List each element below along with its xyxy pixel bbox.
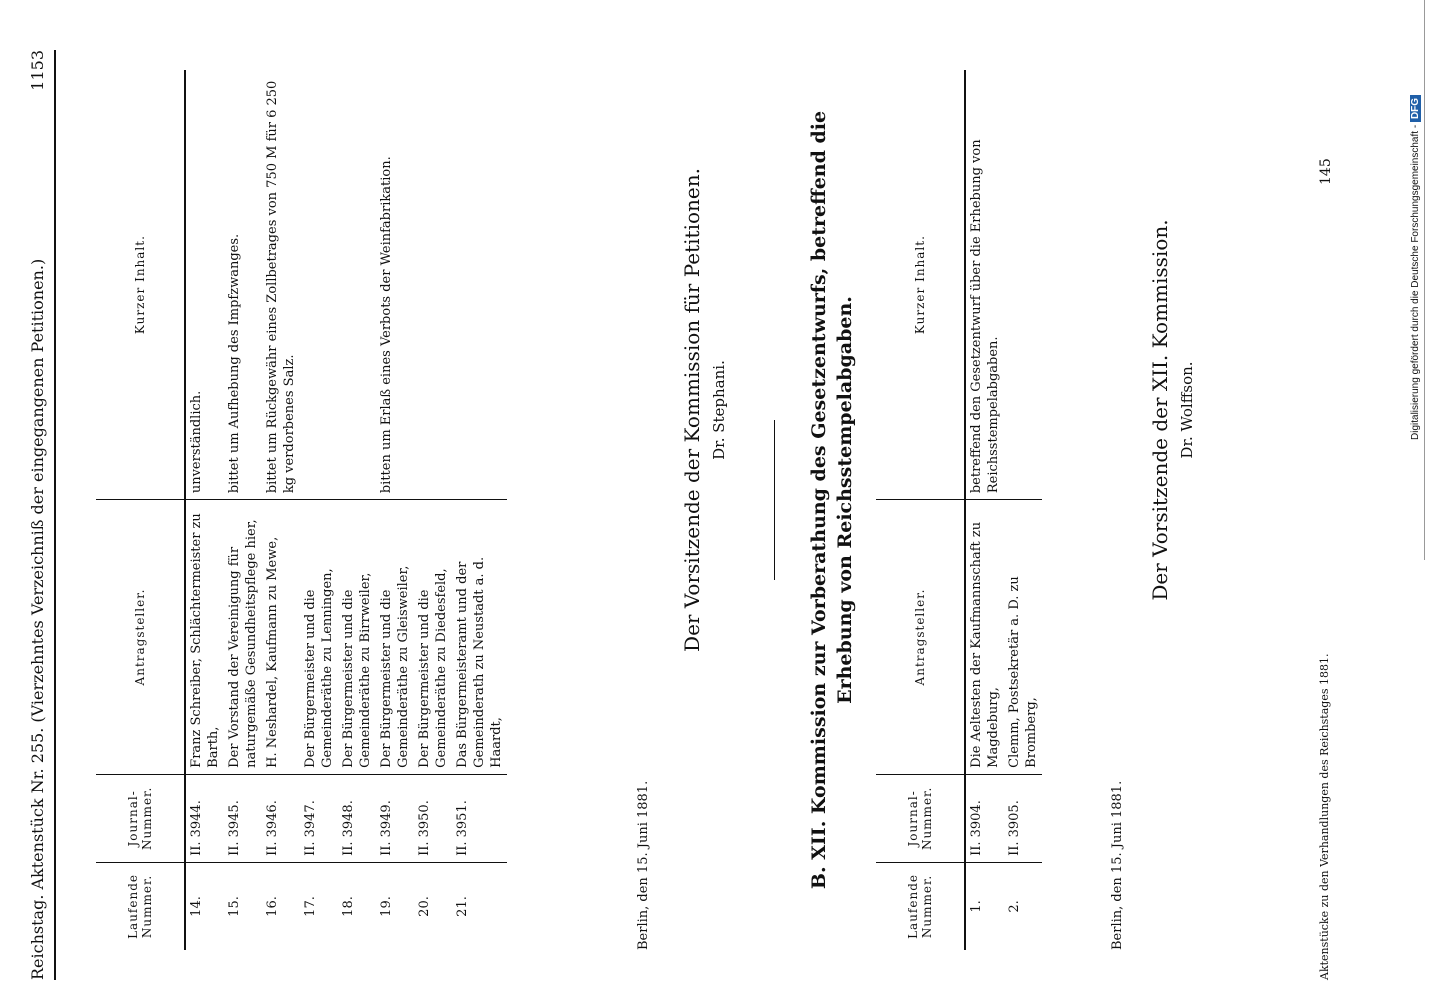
table-header-row (876, 70, 965, 950)
row-number: 19. (379, 896, 394, 917)
row-number: 20. (417, 896, 432, 917)
row-antragsteller: Clemm, Postsekretär a. D. zu Bromberg, (1004, 500, 1042, 775)
row-number: 16. (265, 896, 280, 917)
scan-edge-line (1424, 0, 1425, 560)
table-header-row (96, 70, 185, 950)
dfg-logo: DFG (1410, 95, 1421, 122)
row-inhalt: unverständlich. (185, 70, 224, 500)
row-antragsteller: Der Bürgermeister und die Gemeinderäthe zu Birrweiler, (338, 500, 376, 775)
header-rule (54, 50, 56, 980)
row-inhalt: bittet um Rückgewähr eines Zollbetrages von 750 M für 6 250 kg verdorbenes Salz. (262, 70, 300, 500)
row-number: 14. (189, 896, 204, 917)
table-row (452, 70, 507, 950)
row-inhalt (452, 70, 507, 500)
row-inhalt (1004, 70, 1042, 500)
section-b-title-line2: Erhebung von Reichsstempelabgaben. (834, 296, 856, 704)
row-inhalt: betreffend den Gesetzentwurf über die Erhebung von Reichsstempelabgaben. (965, 70, 1004, 500)
row-inhalt (300, 70, 338, 500)
table-row (262, 70, 300, 950)
row-journal: II. 3945. (224, 774, 262, 862)
row-journal: II. 3944. (185, 774, 224, 862)
table-row (965, 70, 1004, 950)
date-line-b: Berlin, den 15. Juni 1881. (1110, 780, 1125, 950)
date-line-a: Berlin, den 15. Juni 1881. (636, 780, 651, 950)
table-row (1004, 70, 1042, 950)
table-row (376, 70, 414, 950)
table-row (338, 70, 376, 950)
row-antragsteller: Franz Schreiber, Schlächtermeister zu Barth, (185, 500, 224, 775)
section-b-title (806, 50, 858, 950)
col-antragsteller: Antragsteller. (96, 500, 185, 775)
table-row (224, 70, 262, 950)
col-journal-nummer: Journal-Nummer. (876, 774, 965, 862)
row-journal: II. 3948. (338, 774, 376, 862)
signature-name-a: Dr. Stephani. (710, 360, 728, 460)
row-journal: II. 3951. (452, 774, 507, 862)
row-number: 18. (341, 896, 356, 917)
row-antragsteller: Der Bürgermeister und die Gemeinderäthe zu Lenningen, (300, 500, 338, 775)
row-inhalt (414, 70, 452, 500)
header-title: Reichstag. Aktenstück Nr. 255. (Vierzehntes Verzeichniß der eingegangenen Petitionen.) (28, 258, 47, 980)
dfg-credit (1410, 95, 1421, 440)
row-antragsteller: Die Aeltesten der Kaufmannschaft zu Magdeburg, (965, 500, 1004, 775)
footer-note: Aktenstücke zu den Verhandlungen des Reichstages 1881. (1318, 653, 1331, 980)
table-row (414, 70, 452, 950)
signature-block-b (1148, 60, 1196, 760)
row-number: 15. (227, 896, 242, 917)
col-kurzer-inhalt: Kurzer Inhalt. (96, 70, 185, 500)
col-journal-nummer: Journal-Nummer. (96, 774, 185, 862)
signature-title-a: Der Vorsitzende der Kommission für Petitionen. (680, 168, 704, 652)
col-laufende-nummer: Laufende Nummer. (906, 874, 934, 939)
signature-name-b: Dr. Wolffson. (1178, 361, 1196, 459)
section-b-table (876, 70, 1042, 950)
row-number: 2. (1007, 900, 1022, 913)
row-number: 21. (455, 896, 470, 917)
col-antragsteller: Antragsteller. (876, 500, 965, 775)
row-journal: II. 3947. (300, 774, 338, 862)
row-journal: II. 3946. (262, 774, 300, 862)
col-laufende-nummer: Laufende Nummer. (126, 874, 154, 939)
row-number: 17. (303, 896, 318, 917)
row-journal: II. 3904. (965, 774, 1004, 862)
row-inhalt: bitten um Erlaß eines Verbots der Weinfabrikation. (376, 70, 414, 500)
dfg-credit-text: Digitalisierung gefördert durch die Deutsche Forschungsgemeinschaft - (1410, 124, 1421, 440)
sheet-number: 145 (1318, 158, 1334, 185)
running-header (28, 50, 52, 980)
table-row (300, 70, 338, 950)
row-antragsteller: Der Bürgermeister und die Gemeinderäthe zu Gleisweiler, (376, 500, 414, 775)
page-number: 1153 (28, 50, 47, 91)
row-inhalt: bittet um Aufhebung des Impfzwanges. (224, 70, 262, 500)
signature-title-b: Der Vorsitzende der XII. Kommission. (1148, 219, 1172, 601)
petitions-table (96, 70, 507, 950)
section-b-title-line1: B. XII. Kommission zur Vorberathung des Gesetzentwurfs, betreffend die (808, 110, 830, 890)
row-antragsteller: Der Bürgermeister und die Gemeinderäthe zu Diedesfeld, (414, 500, 452, 775)
row-journal: II. 3905. (1004, 774, 1042, 862)
signature-block-a (680, 60, 728, 760)
section-divider (774, 420, 775, 580)
row-journal: II. 3949. (376, 774, 414, 862)
row-inhalt (338, 70, 376, 500)
row-antragsteller: Das Bürgermeisteramt und der Gemeinderath zu Neustadt a. d. Haardt, (452, 500, 507, 775)
row-antragsteller: H. Neshardel, Kaufmann zu Mewe, (262, 500, 300, 775)
row-number: 1. (969, 900, 984, 913)
row-antragsteller: Der Vorstand der Vereinigung für naturgemäße Gesundheitspflege hier, (224, 500, 262, 775)
row-journal: II. 3950. (414, 774, 452, 862)
col-kurzer-inhalt: Kurzer Inhalt. (876, 70, 965, 500)
table-row (185, 70, 224, 950)
